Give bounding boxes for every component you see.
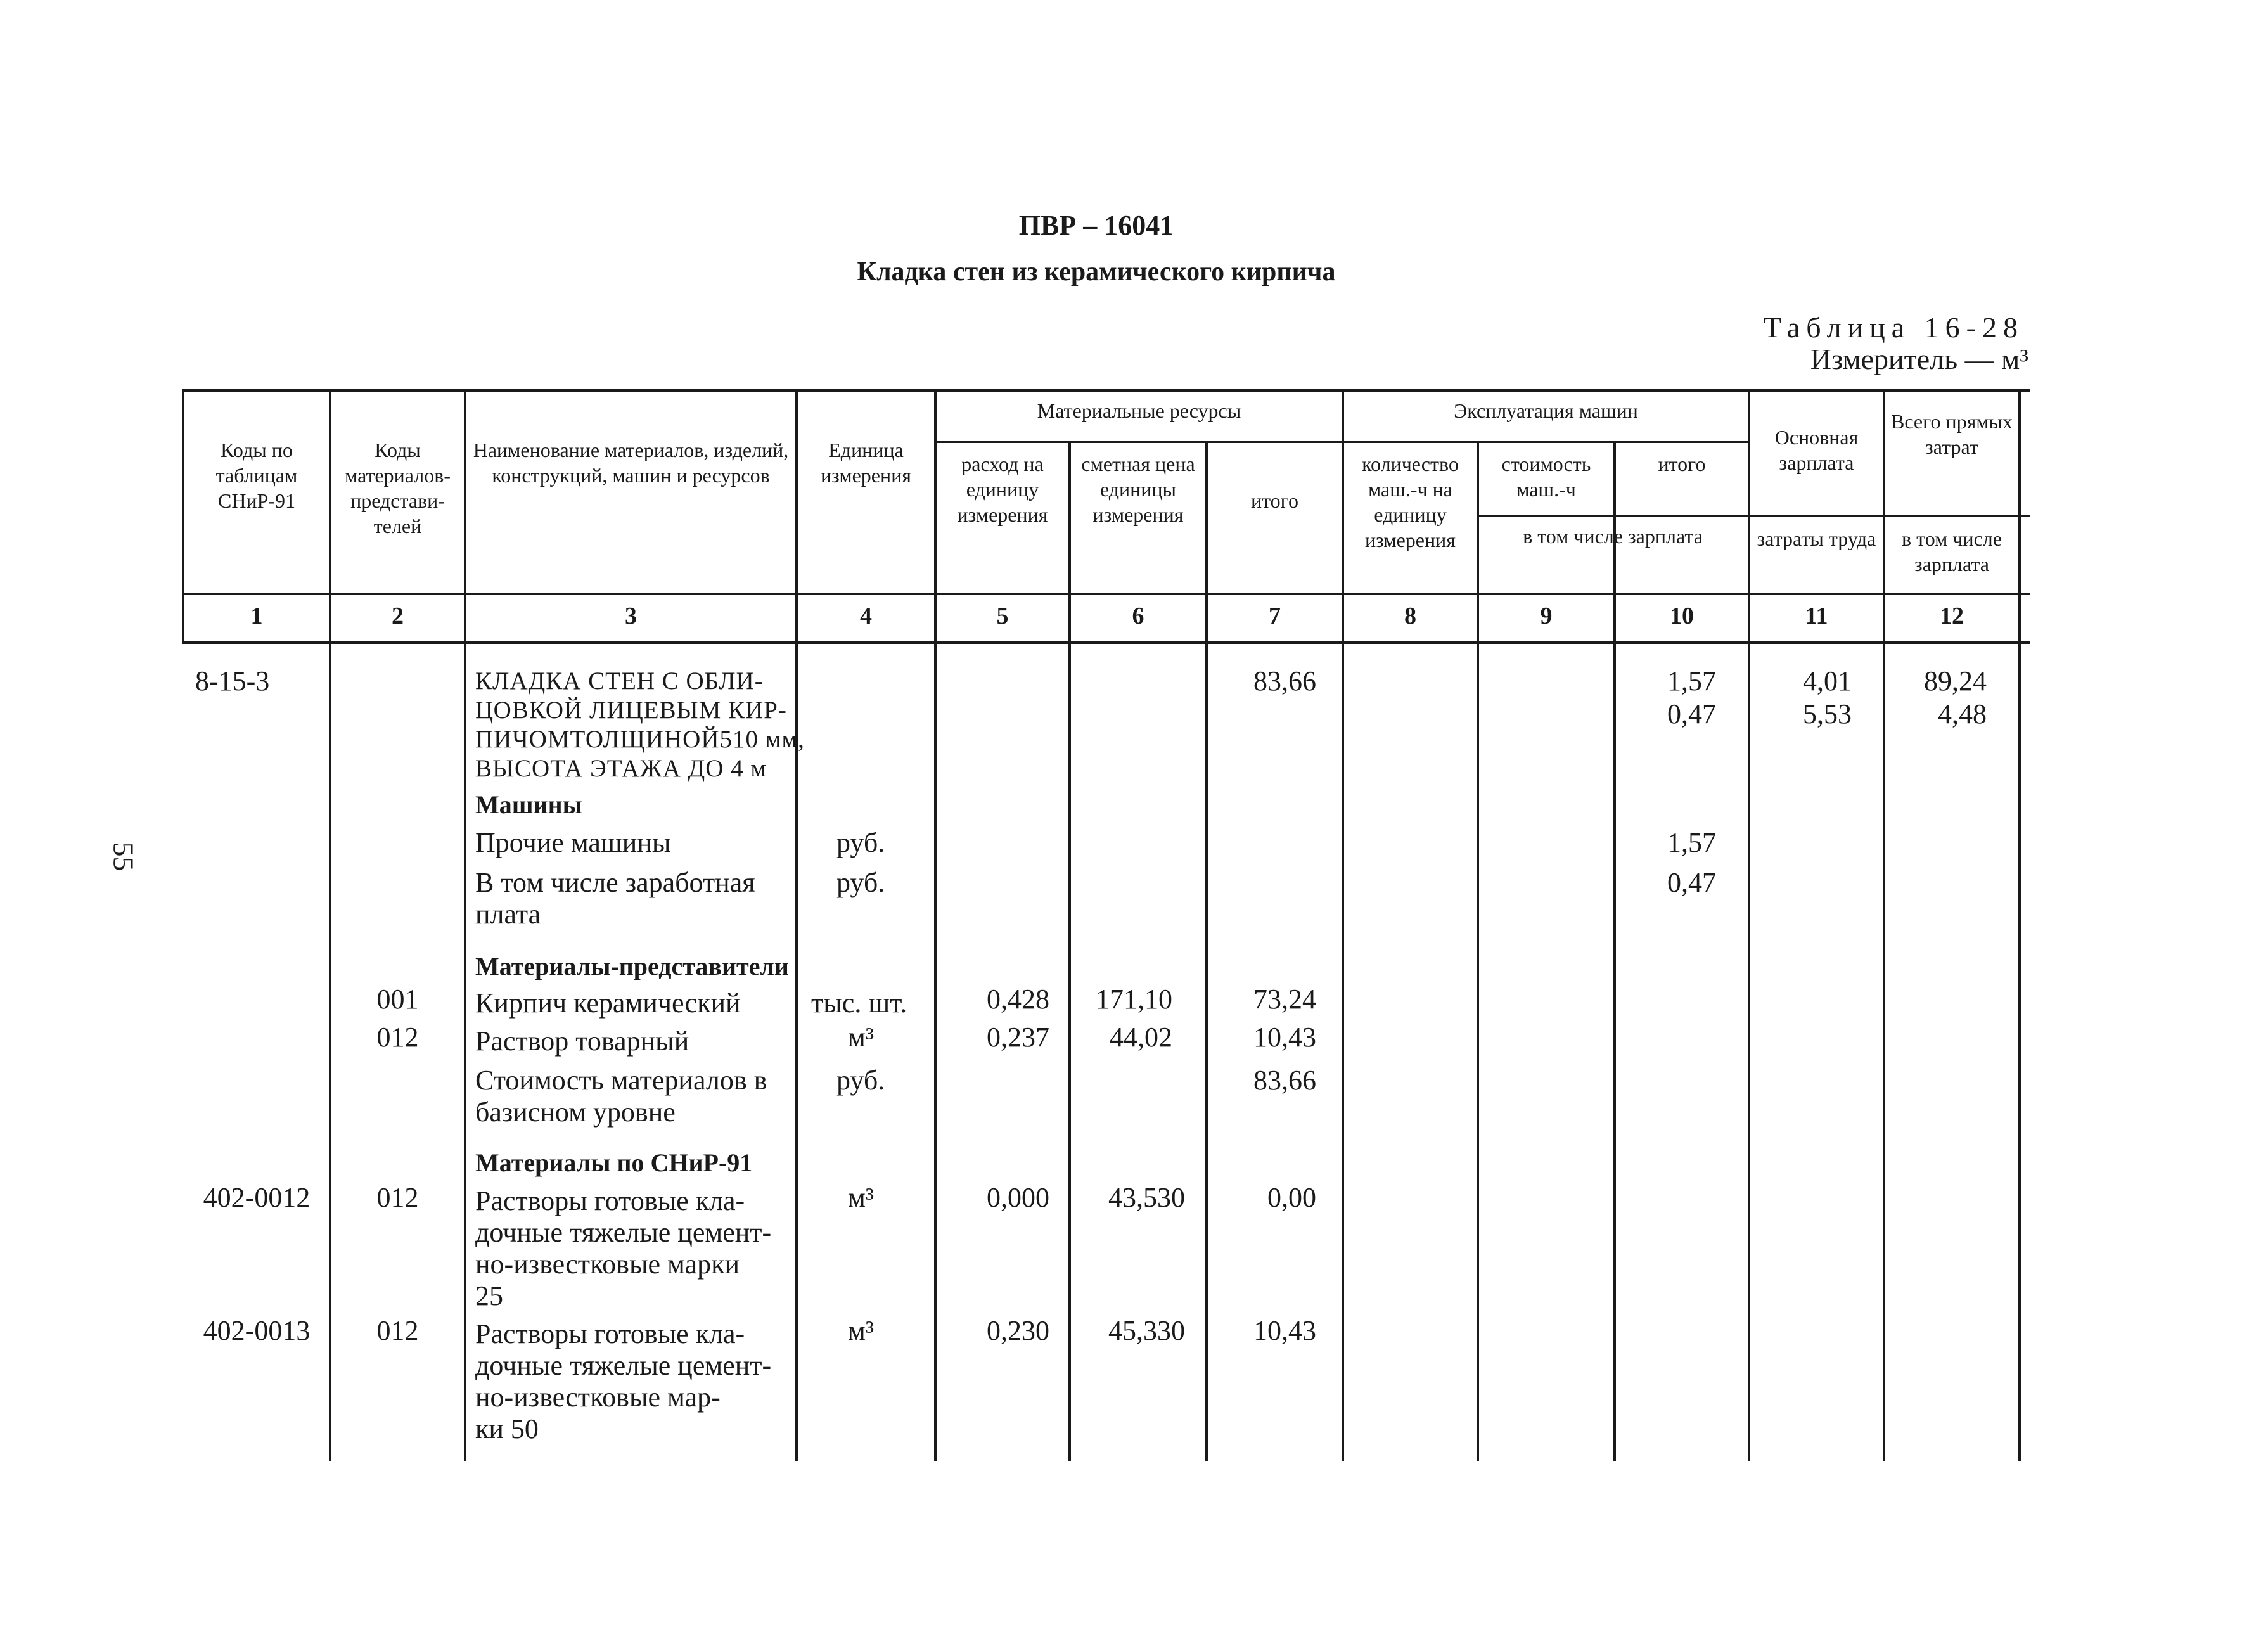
header-col9-10-sub: в том числе зарплата: [1523, 525, 1703, 548]
row-r25-unit: м³: [848, 1182, 875, 1213]
header-col12-sub: в том числе зарплата: [1902, 527, 2002, 575]
row-brick-code2: 001: [376, 984, 419, 1015]
row-cost-unit: руб.: [836, 1065, 885, 1096]
machines-group-divider: [1344, 441, 1749, 443]
row-r50-c5: 0,230: [987, 1315, 1049, 1346]
col-number: 7: [1269, 603, 1281, 629]
header-col5: расход на единицу измерения: [957, 453, 1048, 526]
section-machines-heading: Машины: [475, 790, 582, 819]
header-col8: количество маш.-ч на единицу измерения: [1362, 453, 1459, 551]
section-materials-heading: Материалы-представители: [475, 952, 789, 980]
row-r50-code2: 012: [376, 1315, 419, 1346]
row-r25-c6: 43,530: [1108, 1182, 1185, 1213]
col-border-12: [2018, 389, 2021, 1461]
row-main-code: 8-15-3: [195, 665, 270, 697]
header-col7: итого: [1250, 489, 1298, 512]
header-col9: стоимость маш.-ч: [1501, 453, 1591, 501]
section-snip-heading: Материалы по СНиР-91: [475, 1148, 753, 1177]
header-col2: Коды материалов-представи-телей: [345, 439, 451, 537]
header-col10: итого: [1658, 453, 1706, 475]
table-top-border: [182, 389, 2030, 392]
row-mortar-c7: 10,43: [1253, 1022, 1316, 1053]
row-main-c11b: 5,53: [1803, 698, 1852, 730]
document-code: ПВР – 16041: [1018, 210, 1174, 241]
col-number: 6: [1132, 603, 1144, 629]
header-col11: Основная зарплата: [1774, 426, 1859, 474]
col-border-2: [464, 389, 466, 1461]
row-r25-c7: 0,00: [1267, 1182, 1316, 1213]
col-number: 2: [392, 603, 404, 629]
row-r50-name: Растворы готовые кла- дочные тяжелые цемент- но-известковые мар- ки 50: [475, 1318, 772, 1444]
row-brick-c5: 0,428: [987, 984, 1049, 1015]
col-border-4: [934, 389, 937, 1461]
row-brick-c6: 171,10: [1096, 984, 1172, 1015]
col-border-6: [1205, 441, 1208, 1461]
header-col6: сметная цена единицы измерения: [1081, 453, 1195, 526]
row-mortar-unit: м³: [848, 1022, 875, 1053]
row-main-c10b: 0,47: [1667, 698, 1716, 730]
table-unit: Измеритель — м³: [1810, 343, 2028, 375]
col-border-9: [1613, 441, 1616, 1461]
row-r50-c7: 10,43: [1253, 1315, 1316, 1346]
row-brick-c7: 73,24: [1253, 984, 1316, 1015]
row-salary-name: В том числе заработная плата: [475, 867, 755, 930]
col-border-5: [1068, 441, 1071, 1461]
col-number: 1: [250, 603, 263, 629]
row-cost-name: Стоимость материалов в базисном уровне: [475, 1065, 767, 1128]
row-r50-unit: м³: [848, 1315, 875, 1346]
row-main-c11a: 4,01: [1803, 665, 1852, 697]
header-col3: Наименование материалов, изделий, конструкций, машин и ресурсов: [473, 439, 789, 487]
header-col11-sub: затраты труда: [1757, 527, 1876, 550]
row-salary-unit: руб.: [836, 867, 885, 898]
row-mortar-name: Раствор товарный: [475, 1025, 689, 1057]
header-bottom-border: [182, 593, 2030, 595]
row-other-machines-unit: руб.: [836, 827, 885, 858]
row-r25-code1: 402-0012: [203, 1182, 311, 1213]
header-material-group: Материальные ресурсы: [1037, 399, 1241, 422]
document-title: Кладка стен из керамического кирпича: [857, 257, 1336, 286]
col-border-8: [1477, 441, 1479, 1461]
header-col1: Коды по таблицам СНиР-91: [215, 439, 298, 512]
row-salary-c10: 0,47: [1667, 867, 1716, 898]
row-mortar-c6: 44,02: [1110, 1022, 1172, 1053]
col-number: 4: [860, 603, 872, 629]
col-number: 10: [1670, 603, 1694, 629]
header-col12: Всего прямых затрат: [1890, 410, 2013, 458]
col-border-1: [329, 389, 331, 1461]
row-main-c12b: 4,48: [1938, 698, 1987, 730]
header-col4: Единица измерения: [821, 439, 911, 487]
row-mortar-c5: 0,237: [987, 1022, 1049, 1053]
col-number: 9: [1540, 603, 1553, 629]
row-brick-name: Кирпич керамический: [475, 987, 741, 1019]
material-group-divider: [937, 441, 1344, 443]
col-number: 11: [1805, 603, 1828, 629]
row-main-c12a: 89,24: [1924, 665, 1987, 697]
col-border-3: [795, 389, 798, 1461]
row-r25-code2: 012: [376, 1182, 419, 1213]
row-mortar-code2: 012: [376, 1022, 419, 1053]
col-number: 8: [1404, 603, 1416, 629]
col-number: 3: [625, 603, 637, 629]
row-main-c10a: 1,57: [1667, 665, 1716, 697]
page-number: 55: [107, 842, 140, 871]
row-brick-unit: тыс. шт.: [811, 987, 907, 1019]
col-number: 12: [1940, 603, 1964, 629]
row-other-machines-c10: 1,57: [1667, 827, 1716, 858]
header-machines-group: Эксплуатация машин: [1454, 399, 1638, 422]
row-r25-c5: 0,000: [987, 1182, 1049, 1213]
row-other-machines-name: Прочие машины: [475, 827, 671, 858]
numbers-bottom-border: [182, 641, 2030, 644]
table-number: Таблица 16-28: [1763, 311, 2024, 344]
row-cost-c7: 83,66: [1253, 1065, 1316, 1096]
row-main-c7: 83,66: [1253, 665, 1316, 697]
row-r25-name: Растворы готовые кла- дочные тяжелые цемент- но-известковые марки 25: [475, 1185, 772, 1311]
salary-subheader-divider: [1749, 515, 2030, 517]
row-r50-c6: 45,330: [1108, 1315, 1185, 1346]
col-number: 5: [996, 603, 1009, 629]
row-r50-code1: 402-0013: [203, 1315, 311, 1346]
row-main-name: КЛАДКА СТЕН С ОБЛИ- ЦОВКОЙ ЛИЦЕВЫМ КИР- ПИЧОМТОЛЩИНОЙ510 мм, ВЫСОТА ЭТАЖА ДО 4 м: [475, 667, 805, 782]
